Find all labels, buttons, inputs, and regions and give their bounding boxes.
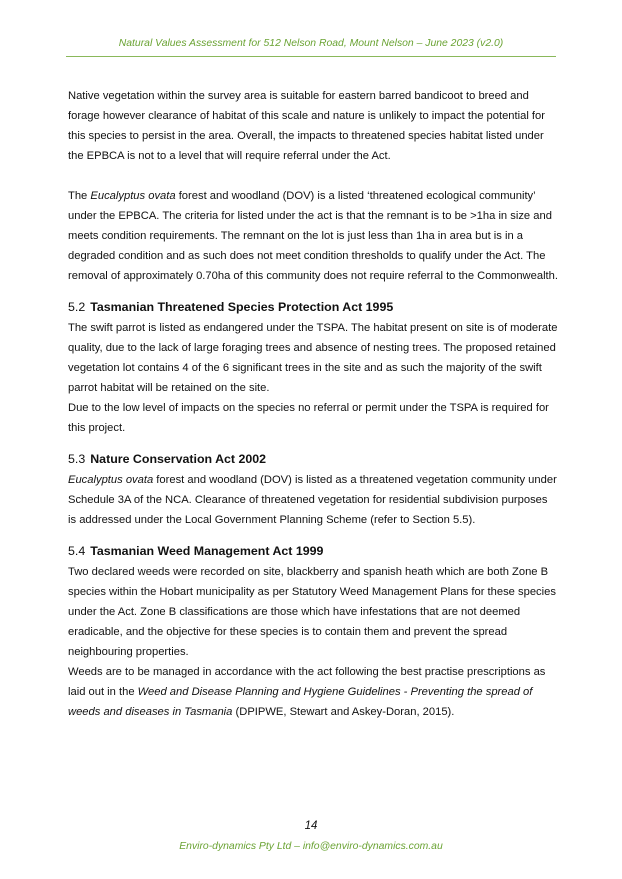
intro-p2-rest: forest and woodland (DOV) is a listed ‘threatened ecological community’ under the EPBCA. The criteria for listed under the act is that the remnant is to be >1ha in size and meets condition requirements. The remnant on the lot is just less than 1ha in area but is in a degraded condition and as such does not meet condition thresholds to qualify under the Act. The removal of approximately 0.70ha of this community does not require referral to the Commonwealth. <box>68 190 558 282</box>
guideline-title: Weed and Disease Planning and Hygiene Guidelines - Preventing the spread of weeds and diseases in Tasmania <box>68 686 533 718</box>
section-5-4-paragraph-1: Two declared weeds were recorded on site, blackberry and spanish heath which are both Zone B species within the Hobart municipality as per Statutory Weed Management Plans for these species under the Act. Zone B classifications are those which have infestations that are not deemed eradicable, and the objective for these species is to contain them and prevent the spread neighbouring properties. <box>68 566 556 658</box>
page-number: 14 <box>304 820 318 832</box>
species-name: Eucalyptus ovata <box>90 190 176 202</box>
running-footer: Enviro-dynamics Pty Ltd – info@enviro-dynamics.com.au <box>179 841 443 852</box>
section-5-4-p2-lead: Weeds are to be managed in accordance with the act following the best practise prescriptions as laid out in the <box>68 666 546 698</box>
intro-paragraph-2 <box>68 186 558 286</box>
intro-p2-lead: The <box>68 190 91 202</box>
section-heading-5-4 <box>68 542 558 560</box>
section-number: 5.3 <box>68 452 86 466</box>
section-5-2-paragraph-2: Due to the low level of impacts on the species no referral or permit under the TSPA is required for this project. <box>68 402 549 434</box>
section-5-3-paragraph-1 <box>68 470 558 530</box>
page-body <box>68 86 558 722</box>
intro-paragraph-1: Native vegetation within the survey area is suitable for eastern barred bandicoot to breed and forage however clearance of habitat of this scale and nature is unlikely to impact the potential for this species to persist in the area. Overall, the impacts to threatened species habitat listed under the EPBCA is not to a level that will require referral under the Act. <box>68 90 545 162</box>
section-number: 5.4 <box>68 544 86 558</box>
running-header: Natural Values Assessment for 512 Nelson Road, Mount Nelson – June 2023 (v2.0) <box>118 38 504 49</box>
section-number: 5.2 <box>68 300 86 314</box>
section-5-4-p2-rest: (DPIPWE, Stewart and Askey-Doran, 2015). <box>232 706 455 718</box>
species-name: Eucalyptus ovata <box>68 474 154 486</box>
section-5-3-p1-rest: forest and woodland (DOV) is listed as a threatened vegetation community under Schedule 3A of the NCA. Clearance of threatened vegetation for residential subdivision purposes is addressed under the Local Government Planning Scheme (refer to Section 5.5). <box>68 474 557 526</box>
section-title: Tasmanian Threatened Species Protection Act 1995 <box>90 300 394 314</box>
section-5-4-paragraph-2 <box>68 662 558 722</box>
section-heading-5-2 <box>68 298 558 316</box>
section-5-2-paragraph-1: The swift parrot is listed as endangered under the TSPA. The habitat present on site is of moderate quality, due to the lack of large foraging trees and absence of nesting trees. The proposed retained vegetation lot contains 4 of the 6 significant trees in the site and as such the majority of the swift parrot habitat will be retained on the site. <box>68 322 558 394</box>
section-title: Tasmanian Weed Management Act 1999 <box>90 544 324 558</box>
header-divider <box>66 56 556 57</box>
section-title: Nature Conservation Act 2002 <box>90 452 267 466</box>
section-heading-5-3 <box>68 450 558 468</box>
